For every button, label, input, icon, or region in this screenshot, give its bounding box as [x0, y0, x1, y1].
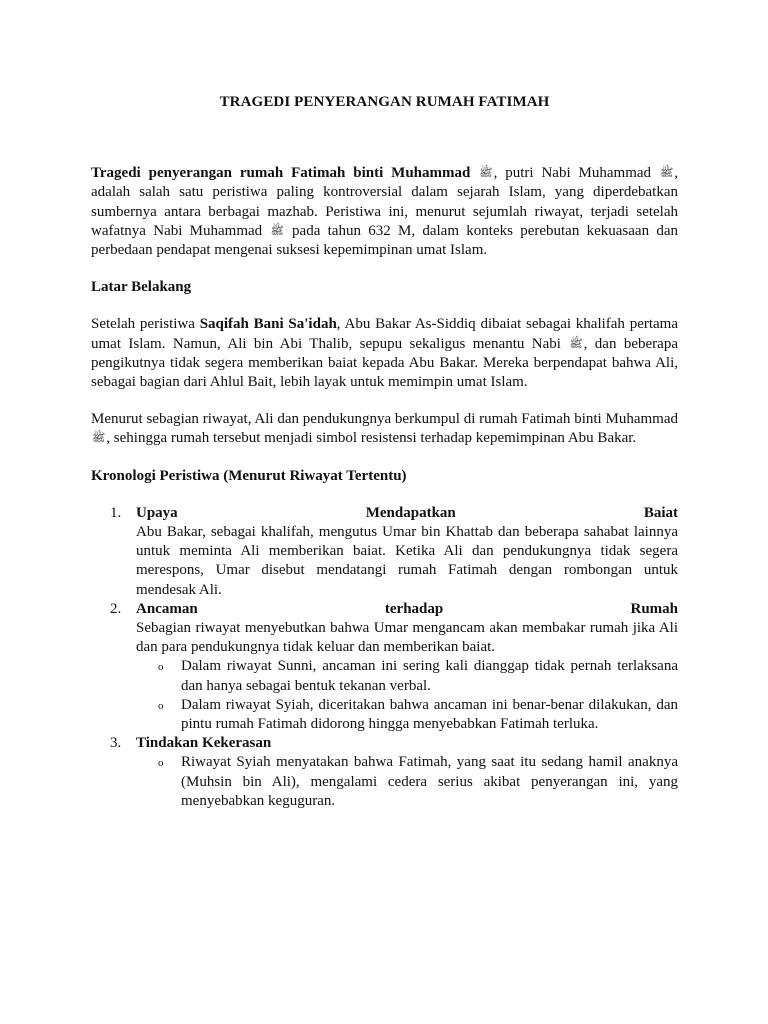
salawat-symbol: ﷺ — [659, 167, 674, 180]
salawat-symbol: ﷺ — [270, 224, 284, 237]
bullet-marker: o — [158, 661, 164, 674]
item-title — [136, 600, 678, 619]
latar-text-b: , Abu Bakar As-Siddiq dibaiat sebagai khalifah pertama umat Islam. Namun, Ali bin Abi Thalib, sepupu sekaligus menantu Nabi — [91, 316, 678, 352]
sub-bullet-list — [136, 657, 678, 734]
item-number: 1. — [110, 504, 122, 521]
salawat-symbol: ﷺ — [569, 337, 583, 350]
kronologi-list — [91, 504, 678, 811]
intro-text-3: pada tahun 632 M, dalam konteks perebutan kekuasaan dan perbedaan pendapat mengenai suksesi kepemimpinan umat Islam. — [91, 222, 679, 259]
item-title-word: Rumah — [630, 600, 678, 617]
sub-bullet-item — [136, 696, 678, 734]
item-number: 3. — [110, 735, 122, 752]
bullet-marker: o — [158, 699, 164, 712]
intro-paragraph — [91, 164, 678, 260]
sub-bullet-item — [136, 753, 678, 811]
item-title-word: Baiat — [643, 504, 678, 521]
latar-text-d: Menurut sebagian riwayat, Ali dan pendukungnya berkumpul di rumah Fatimah binti Muhammad — [91, 411, 678, 428]
document-title: TRAGEDI PENYERANGAN RUMAH FATIMAH — [219, 94, 550, 110]
bullet-text: Dalam riwayat Sunni, ancaman ini sering kali dianggap tidak pernah terlaksana dan hanya sebagai bentuk tekanan verbal. — [181, 658, 678, 694]
bullet-marker: o — [158, 757, 164, 770]
bullet-text: Dalam riwayat Syiah, diceritakan bahwa ancaman ini benar-benar dilakukan, dan pintu rumah Fatimah didorong hingga menyebabkan Fatimah terluka. — [181, 696, 678, 733]
item-title — [136, 504, 678, 523]
intro-text-2: , adalah salah satu peristiwa paling kontroversial dalam sejarah Islam, yang diperdebatkan sumbernya antara berbagai mazhab. Peristiwa ini, menurut sejumlah riwayat, terjadi setelah wafatnya Nabi Muhammad — [91, 165, 679, 239]
sub-bullet-item — [136, 657, 678, 695]
sub-bullet-list — [136, 753, 678, 811]
intro-bold-lead: Tragedi penyerangan rumah Fatimah binti Muhammad — [91, 165, 471, 182]
saqifah-bold: Saqifah Bani Sa'idah — [199, 316, 337, 333]
latar-paragraph-1 — [91, 315, 678, 392]
latar-text-e: , sehingga rumah tersebut menjadi simbol resistensi terhadap kepemimpinan Abu Bakar. — [106, 430, 637, 447]
latar-paragraph-2 — [91, 410, 678, 448]
item-body: Sebagian riwayat menyebutkan bahwa Umar mengancam akan membakar rumah jika Ali dan para pendukungnya tidak keluar dan memberikan baiat. — [136, 620, 678, 656]
kronologi-item — [91, 734, 678, 811]
latar-text-c: , dan beberapa pengikutnya tidak segera memberikan baiat kepada Abu Bakar. Mereka berpendapat bahwa Ali, sebagai bagian dari Ahlul Bait, lebih layak untuk memimpin umat Islam. — [91, 335, 678, 391]
item-title-word: Mendapatkan — [365, 504, 456, 521]
kronologi-item — [91, 600, 678, 734]
item-title: Tindakan Kekerasan — [136, 735, 272, 752]
item-title-word: terhadap — [384, 600, 444, 617]
section-heading-latar-belakang: Latar Belakang — [91, 279, 192, 296]
section-heading-kronologi: Kronologi Peristiwa (Menurut Riwayat Tertentu) — [91, 467, 407, 484]
item-title-word: Ancaman — [136, 600, 198, 617]
salawat-symbol: ﷺ — [479, 167, 493, 180]
item-body: Abu Bakar, sebagai khalifah, mengutus Umar bin Khattab dan beberapa sahabat lainnya untuk meminta Ali memberikan baiat. Ketika Ali dan pendukungnya tidak segera merespons, Umar disebut mendatangi rumah Fatimah dengan rombongan untuk mendesak Ali. — [136, 524, 678, 598]
document-content — [91, 93, 678, 811]
bullet-text: Riwayat Syiah menyatakan bahwa Fatimah, yang saat itu sedang hamil anaknya (Muhsin bin Ali), mengalami cedera serius akibat penyerangan ini, yang menyebabkan keguguran. — [181, 754, 678, 809]
kronologi-item — [91, 504, 678, 600]
item-title-word: Upaya — [136, 504, 178, 521]
latar-text-a: Setelah peristiwa — [91, 316, 195, 333]
salawat-symbol: ﷺ — [92, 432, 106, 445]
item-number: 2. — [110, 600, 122, 617]
intro-text-1: , putri Nabi Muhammad — [493, 165, 652, 182]
